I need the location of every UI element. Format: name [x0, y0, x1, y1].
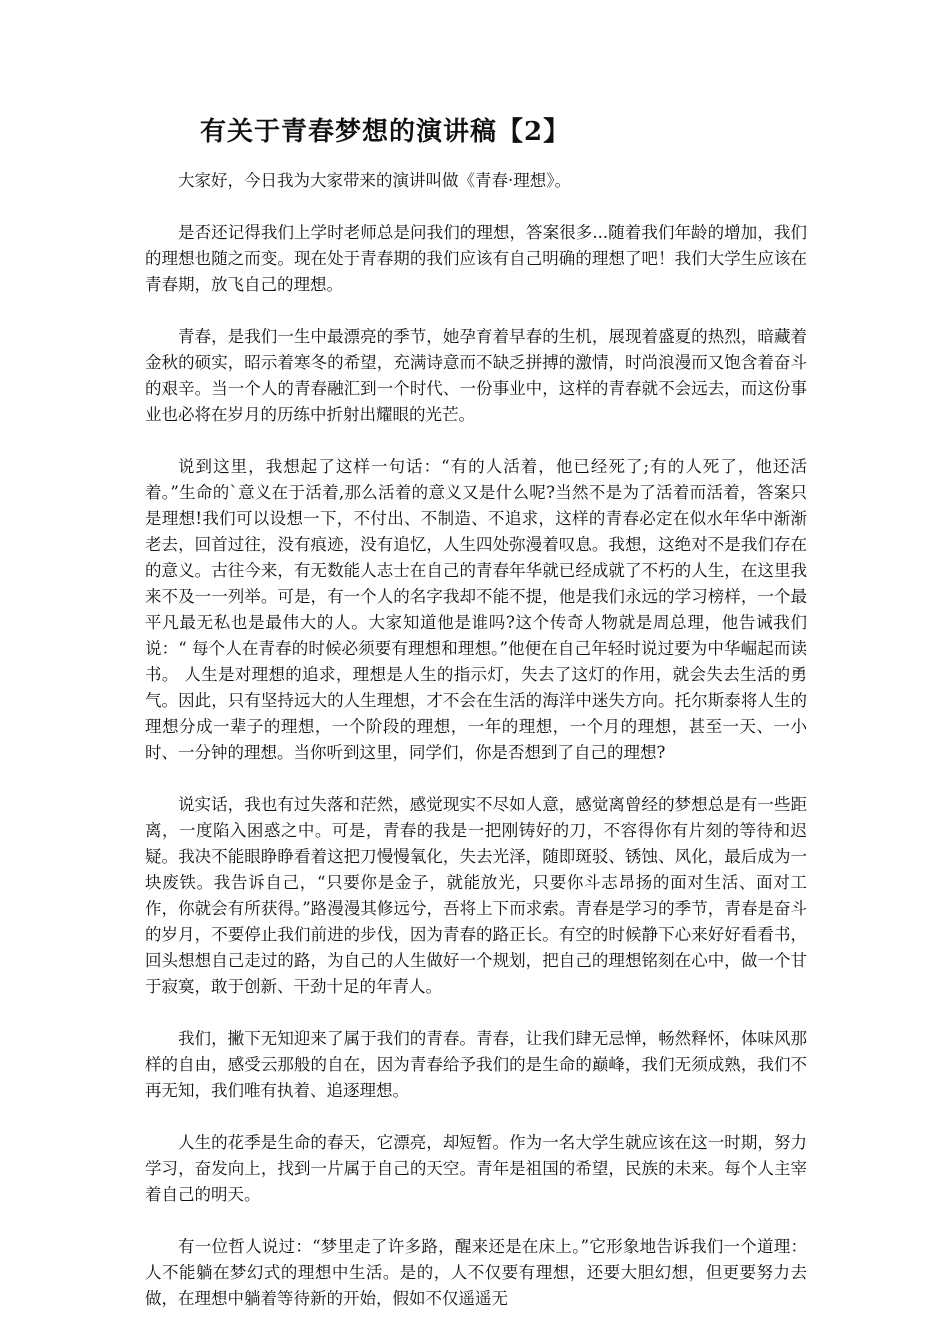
- paragraph-philosopher: 有一位哲人说过：“梦里走了许多路，醒来还是在床上。”它形象地告诉我们一个道理：人不能躺在梦幻式的理想中生活。是的，人不仅要有理想，还要大胆幻想，但更要努力去做，在理想中躺着等待新的开始，假如不仅遥遥无: [145, 1237, 807, 1308]
- paragraph-our-youth: 我们，撇下无知迎来了属于我们的青春。青春，让我们肆无忌惮，畅然释怀，体味风那样的自由，感受云那般的自在，因为青春给予我们的是生命的巅峰，我们无须成熟，我们不再无知，我们唯有执着、追逐理想。: [145, 1029, 807, 1100]
- paragraph-youth-season: 青春，是我们一生中最漂亮的季节，她孕育着早春的生机，展现着盛夏的热烈，暗藏着金秋的硕实，昭示着寒冬的希望，充满诗意而不缺乏拼搏的激情，时尚浪漫而又饱含着奋斗的艰辛。当一个人的青春融汇到一个时代、一份事业中，这样的青春就不会远去，而这份事业也必将在岁月的历练中折射出耀眼的光芒。: [145, 327, 807, 424]
- paragraph-honest-feelings: 说实话，我也有过失落和茫然，感觉现实不尽如人意，感觉离曾经的梦想总是有一些距离，一度陷入困惑之中。可是，青春的我是一把刚铸好的刀，不容得你有片刻的等待和迟疑。我决不能眼睁睁看着这把刀慢慢氧化，失去光泽，随即斑驳、锈蚀、风化，最后成为一块废铁。我告诉自己，“只要你是金子，就能放光，只要你斗志昂扬的面对生活、面对工作，你就会有所获得。”路漫漫其修远兮，吾将上下而求索。青春是学习的季节，青春是奋斗的岁月，不要停止我们前进的步伐，因为青春的路正长。有空的时候静下心来好好看看书，回头想想自己走过的路，为自己的人生做好一个规划，把自己的理想铭刻在心中，做一个甘于寂寞，敢于创新、干劲十足的年青人。: [145, 795, 807, 996]
- paragraph-life-spring: 人生的花季是生命的春天，它漂亮，却短暂。作为一名大学生就应该在这一时期，努力学习，奋发向上，找到一片属于自己的天空。青年是祖国的希望，民族的未来。每个人主宰着自己的明天。: [145, 1133, 807, 1204]
- paragraph-remember-dream: 是否还记得我们上学时老师总是问我们的理想，答案很多...随着我们年龄的增加，我们的理想也随之而变。现在处于青春期的我们应该有自己明确的理想了吧！我们大学生应该在青春期，放飞自己的理想。: [145, 223, 807, 294]
- document-title: 有关于青春梦想的演讲稿【2】: [200, 117, 571, 147]
- document-body: [145, 168, 807, 1338]
- paragraph-meaning-of-life: 说到这里，我想起了这样一句话：“有的人活着，他已经死了;有的人死了，他还活着。”生命的`意义在于活着,那么活着的意义又是什么呢?当然不是为了活着而活着，答案只是理想!我们可以设想一下，不付出、不制造、不追求，这样的青春必定在似水年华中渐渐老去，回首过往，没有痕迹，没有追忆，人生四处弥漫着叹息。我想，这绝对不是我们存在的意义。古往今来，有无数能人志士在自己的青春年华就已经成就了不朽的人生，在这里我来不及一一列举。可是，有一个人的名字我却不能不提，他是我们永远的学习榜样，一个最平凡最无私也是最伟大的人。大家知道他是谁吗?这个传奇人物就是周总理，他告诫我们说：“ 每个人在青春的时候必须要有理想和理想。”他便在自己年轻时说过要为中华崛起而读书。 人生是对理想的追求，理想是人生的指示灯，失去了这灯的作用，就会失去生活的勇气。因此，只有坚持远大的人生理想，才不会在生活的海洋中迷失方向。托尔斯泰将人生的理想分成一辈子的理想，一个阶段的理想，一年的理想，一个月的理想，甚至一天、一小时、一分钟的理想。当你听到这里，同学们，你是否想到了自己的理想?: [145, 457, 807, 762]
- paragraph-greeting: 大家好，今日我为大家带来的演讲叫做《青春·理想》。: [178, 171, 571, 190]
